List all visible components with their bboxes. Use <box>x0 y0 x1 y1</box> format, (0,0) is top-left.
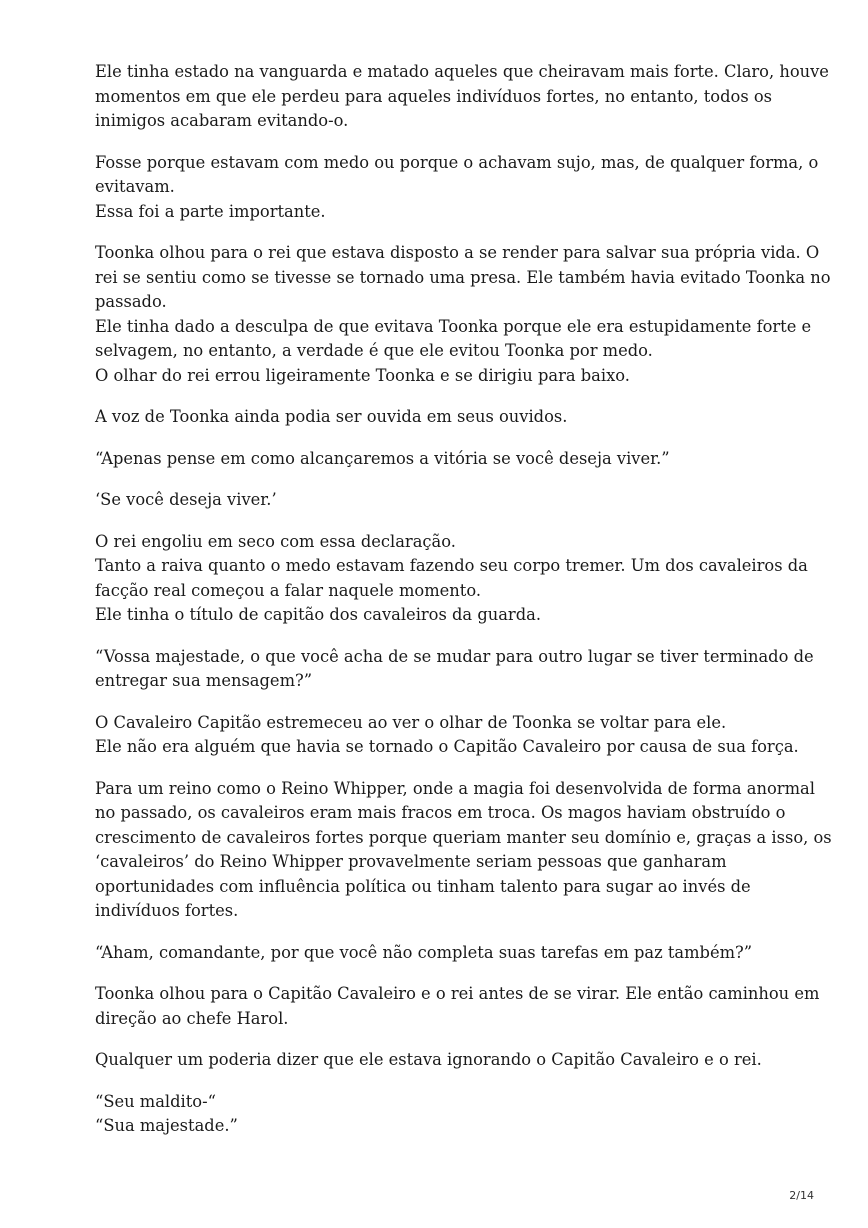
text-line: Fosse porque estavam com medo ou porque o achavam sujo, mas, de qualquer forma, o <box>95 152 819 172</box>
text-line: oportunidades com influência política ou tinham talento para sugar ao invés de <box>95 876 751 896</box>
paragraph <box>95 151 819 225</box>
text-line: direção ao chefe Harol. <box>95 1008 289 1028</box>
text-line: entregar sua mensagem?” <box>95 671 313 690</box>
paragraph <box>95 645 814 694</box>
text-line: Para um reino como o Reino Whipper, onde a magia foi desenvolvida de forma anormal <box>95 778 815 798</box>
paragraph <box>95 241 831 388</box>
paragraph <box>95 777 832 924</box>
text-line: crescimento de cavaleiros fortes porque queriam manter seu domínio e, graças a isso, os <box>95 827 832 847</box>
paragraph <box>95 982 820 1031</box>
text-line: ‘Se você deseja viver.’ <box>95 490 277 509</box>
text-line: indivíduos fortes. <box>95 901 239 920</box>
text-line: Essa foi a parte importante. <box>95 201 326 221</box>
paragraph <box>95 941 795 966</box>
text-line: selvagem, no entanto, a verdade é que ele evitou Toonka por medo. <box>95 341 653 360</box>
paragraph <box>95 1090 795 1139</box>
text-line: Ele não era alguém que havia se tornado o Capitão Cavaleiro por causa de sua força. <box>95 737 799 756</box>
text-line: “Vossa majestade, o que você acha de se mudar para outro lugar se tiver terminado de <box>95 646 814 666</box>
text-line: O olhar do rei errou ligeiramente Toonka e se dirigiu para baixo. <box>95 365 630 385</box>
paragraph <box>95 447 795 472</box>
text-line: “Seu maldito-“ <box>95 1091 216 1111</box>
text-line: inimigos acabaram evitando-o. <box>95 111 349 130</box>
text-line: Ele tinha estado na vanguarda e matado aqueles que cheiravam mais forte. Claro, houve <box>95 62 829 81</box>
text-line: “Sua majestade.” <box>95 1116 238 1135</box>
text-line: Ele tinha o título de capitão dos cavaleiros da guarda. <box>95 605 542 624</box>
text-line: Toonka olhou para o Capitão Cavaleiro e o rei antes de se virar. Ele então caminhou em <box>95 984 820 1003</box>
text-line: O Cavaleiro Capitão estremeceu ao ver o olhar de Toonka se voltar para ele. <box>95 712 727 732</box>
text-line: Ele tinha dado a desculpa de que evitava Toonka porque ele era estupidamente forte e <box>95 316 812 336</box>
text-line: O rei engoliu em seco com essa declaração. <box>95 531 456 551</box>
text-line: “Aham, comandante, por que você não completa suas tarefas em paz também?” <box>95 942 753 962</box>
paragraph <box>95 530 808 628</box>
text-line: momentos em que ele perdeu para aqueles indivíduos fortes, no entanto, todos os <box>95 86 773 106</box>
page-number: 2/14 <box>789 1189 814 1202</box>
text-line: evitavam. <box>95 177 175 196</box>
paragraph <box>95 488 795 513</box>
paragraph <box>95 60 829 134</box>
text-line: “Apenas pense em como alcançaremos a vitória se você deseja viver.” <box>95 448 670 468</box>
paragraph <box>95 405 795 430</box>
text-line: no passado, os cavaleiros eram mais fracos em troca. Os magos haviam obstruído o <box>95 803 786 822</box>
text-line: A voz de Toonka ainda podia ser ouvida em seus ouvidos. <box>95 407 568 426</box>
text-line: rei se sentiu como se tivesse se tornado uma presa. Ele também havia evitado Toonka no <box>95 267 831 287</box>
text-line: facção real começou a falar naquele momento. <box>95 580 482 600</box>
text-line: passado. <box>95 292 167 311</box>
paragraph <box>95 1048 795 1073</box>
document-body <box>95 60 832 1156</box>
text-line: ‘cavaleiros’ do Reino Whipper provavelmente seriam pessoas que ganharam <box>95 852 727 871</box>
text-line: Qualquer um poderia dizer que ele estava ignorando o Capitão Cavaleiro e o rei. <box>95 1050 762 1069</box>
text-line: Tanto a raiva quanto o medo estavam fazendo seu corpo tremer. Um dos cavaleiros da <box>95 556 808 575</box>
text-line: Toonka olhou para o rei que estava disposto a se render para salvar sua própria vida. O <box>95 243 820 262</box>
paragraph <box>95 711 799 760</box>
